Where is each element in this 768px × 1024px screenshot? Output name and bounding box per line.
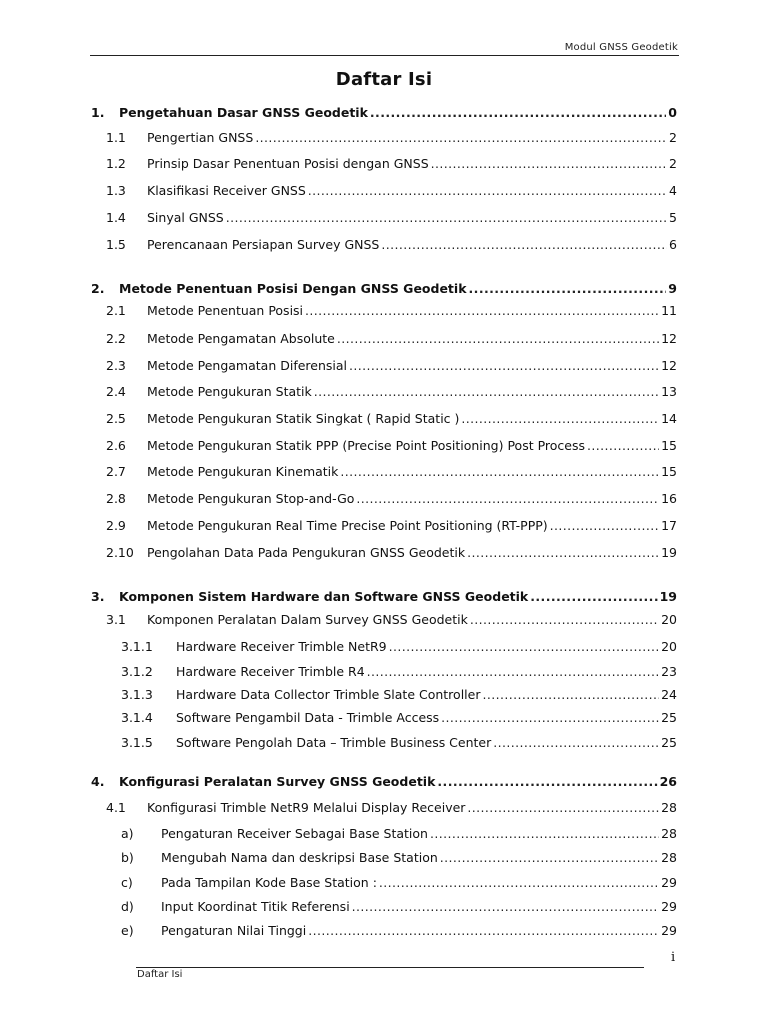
toc-entry-title[interactable]: Prinsip Dasar Penentuan Posisi dengan GNSS xyxy=(147,156,429,171)
dot-leader xyxy=(469,280,667,298)
toc-entry-number: 3.1 xyxy=(106,612,126,627)
toc-entry-page: 19 xyxy=(659,589,677,604)
toc-entry-page: 13 xyxy=(661,384,677,399)
toc-entry[interactable] xyxy=(0,490,768,508)
dot-leader xyxy=(308,922,659,940)
dot-leader xyxy=(430,825,659,843)
toc-entry-page: 15 xyxy=(661,464,677,479)
toc-entry-number: 2.5 xyxy=(106,411,126,426)
toc-entry-title[interactable]: Metode Pengamatan Absolute xyxy=(147,331,335,346)
toc-entry-page: 5 xyxy=(669,210,677,225)
toc-entry-page: 28 xyxy=(661,850,677,865)
toc-entry[interactable] xyxy=(0,129,768,147)
dot-leader xyxy=(367,663,659,681)
toc-entry-title[interactable]: Metode Pengukuran Stop-and-Go xyxy=(147,491,355,506)
toc-entry-title[interactable]: Konfigurasi Trimble NetR9 Melalui Display Receiver xyxy=(147,800,466,815)
toc-entry-number: 3.1.5 xyxy=(121,735,153,750)
toc-entry-number: 2. xyxy=(91,281,105,296)
dot-leader xyxy=(340,463,659,481)
toc-entry-title[interactable]: Perencanaan Persiapan Survey GNSS xyxy=(147,237,380,252)
toc-entry[interactable] xyxy=(0,686,768,704)
dot-leader xyxy=(255,129,667,147)
toc-entry-number: 2.4 xyxy=(106,384,126,399)
toc-entry-title[interactable]: Pengaturan Nilai Tinggi xyxy=(161,923,307,938)
toc-entry[interactable] xyxy=(0,463,768,481)
toc-entry[interactable] xyxy=(0,383,768,401)
dot-leader xyxy=(356,490,659,508)
toc-entry-page: 29 xyxy=(661,923,677,938)
dot-leader xyxy=(482,686,659,704)
dot-leader xyxy=(431,155,667,173)
toc-entry[interactable] xyxy=(0,773,768,791)
toc-entry[interactable] xyxy=(0,709,768,727)
toc-entry-page: 20 xyxy=(661,612,677,627)
toc-entry-page: 17 xyxy=(661,518,677,533)
toc-entry-title[interactable]: Software Pengolah Data – Trimble Business Center xyxy=(176,735,492,750)
toc-entry-page: 12 xyxy=(661,358,677,373)
toc-entry-page: 25 xyxy=(661,735,677,750)
toc-entry-number: 4.1 xyxy=(106,800,126,815)
toc-entry-number: 3.1.4 xyxy=(121,710,153,725)
toc-entry-number: 2.7 xyxy=(106,464,126,479)
toc-entry-page: 6 xyxy=(669,237,677,252)
dot-leader xyxy=(493,734,659,752)
toc-entry-number: e) xyxy=(121,923,134,938)
toc-entry-number: a) xyxy=(121,826,134,841)
toc-entry-page: 29 xyxy=(661,899,677,914)
toc-entry-title[interactable]: Pengertian GNSS xyxy=(147,130,254,145)
toc-entry[interactable] xyxy=(0,357,768,375)
toc-entry[interactable] xyxy=(0,898,768,916)
toc-entry-number: 2.9 xyxy=(106,518,126,533)
toc-entry-number: 2.6 xyxy=(106,438,126,453)
toc-entry-number: 2.1 xyxy=(106,303,126,318)
toc-entry-number: 2.10 xyxy=(106,545,134,560)
toc-entry[interactable] xyxy=(0,410,768,428)
dot-leader xyxy=(530,588,657,606)
toc-entry-number: 4. xyxy=(91,774,105,789)
toc-entry[interactable] xyxy=(0,825,768,843)
toc-entry[interactable] xyxy=(0,638,768,656)
toc-entry-number: 3. xyxy=(91,589,105,604)
toc-entry-number: 1.5 xyxy=(106,237,126,252)
toc-entry[interactable] xyxy=(0,799,768,817)
toc-entry-number: 2.2 xyxy=(106,331,126,346)
toc-entry-title[interactable]: Metode Pengukuran Kinematik xyxy=(147,464,339,479)
toc-entry-title[interactable]: Konfigurasi Peralatan Survey GNSS Geodetik xyxy=(119,774,436,789)
toc-entry-title[interactable]: Klasifikasi Receiver GNSS xyxy=(147,183,306,198)
toc-entry-number: 1.4 xyxy=(106,210,126,225)
dot-leader xyxy=(337,330,659,348)
dot-leader xyxy=(441,709,659,727)
toc-entry-title[interactable]: Software Pengambil Data - Trimble Access xyxy=(176,710,440,725)
dot-leader xyxy=(226,209,667,227)
dot-leader xyxy=(389,638,659,656)
toc-entry[interactable] xyxy=(0,437,768,455)
toc-entry-title[interactable]: Hardware Receiver Trimble NetR9 xyxy=(176,639,387,654)
dot-leader xyxy=(308,182,667,200)
toc-entry[interactable] xyxy=(0,874,768,892)
dot-leader xyxy=(467,544,659,562)
toc-entry-title[interactable]: Metode Pengukuran Real Time Precise Point Positioning (RT-PPP) xyxy=(147,518,548,533)
dot-leader xyxy=(349,357,659,375)
toc-entry[interactable] xyxy=(0,611,768,629)
dot-leader xyxy=(470,611,659,629)
dot-leader xyxy=(379,874,659,892)
toc-entry-title[interactable]: Metode Penentuan Posisi xyxy=(147,303,304,318)
toc-entry-title[interactable]: Metode Pengukuran Statik PPP (Precise Point Positioning) Post Process xyxy=(147,438,586,453)
toc-entry[interactable] xyxy=(0,155,768,173)
toc-entry-page: 2 xyxy=(669,156,677,171)
toc-entry[interactable] xyxy=(0,849,768,867)
toc-entry-page: 2 xyxy=(669,130,677,145)
toc-entry-number: 1. xyxy=(91,105,105,120)
toc-entry-title[interactable]: Sinyal GNSS xyxy=(147,210,224,225)
toc-entry[interactable] xyxy=(0,517,768,535)
toc-entry-number: 2.3 xyxy=(106,358,126,373)
toc-entry-page: 24 xyxy=(661,687,677,702)
toc-entry[interactable] xyxy=(0,302,768,320)
toc-entry-number: c) xyxy=(121,875,133,890)
dot-leader xyxy=(314,383,659,401)
running-header: Modul GNSS Geodetik xyxy=(564,42,678,53)
dot-leader xyxy=(305,302,659,320)
toc-entry-number: 1.1 xyxy=(106,130,126,145)
toc-entry-title[interactable]: Metode Pengamatan Diferensial xyxy=(147,358,347,373)
toc-entry-number: 1.2 xyxy=(106,156,126,171)
toc-entry[interactable] xyxy=(0,734,768,752)
toc-entry-number: d) xyxy=(121,899,134,914)
toc-entry-page: 26 xyxy=(659,774,677,789)
toc-entry-page: 4 xyxy=(669,183,677,198)
dot-leader xyxy=(381,236,667,254)
running-footer: Daftar Isi xyxy=(137,969,183,980)
toc-entry-page: 11 xyxy=(661,303,677,318)
dot-leader xyxy=(370,104,666,122)
toc-entry-title[interactable]: Metode Pengukuran Statik Singkat ( Rapid Static ) xyxy=(147,411,460,426)
toc-entry-page: 15 xyxy=(661,438,677,453)
toc-entry-page: 28 xyxy=(661,826,677,841)
toc-entry-title[interactable]: Hardware Data Collector Trimble Slate Controller xyxy=(176,687,481,702)
toc-entry[interactable] xyxy=(0,182,768,200)
dot-leader xyxy=(587,437,659,455)
dot-leader xyxy=(467,799,659,817)
toc-entry[interactable] xyxy=(0,330,768,348)
toc-entry-page: 0 xyxy=(668,105,677,120)
toc-entry-title[interactable]: Input Koordinat Titik Referensi xyxy=(161,899,350,914)
toc-entry-number: 2.8 xyxy=(106,491,126,506)
toc-entry-title[interactable]: Metode Penentuan Posisi Dengan GNSS Geodetik xyxy=(119,281,467,296)
dot-leader xyxy=(437,773,657,791)
toc-entry-number: 3.1.3 xyxy=(121,687,153,702)
footer-rule xyxy=(136,967,644,968)
toc-entry-page: 14 xyxy=(661,411,677,426)
toc-entry-title[interactable]: Pengolahan Data Pada Pengukuran GNSS Geodetik xyxy=(147,545,466,560)
toc-entry[interactable] xyxy=(0,236,768,254)
toc-entry-title[interactable]: Pengaturan Receiver Sebagai Base Station xyxy=(161,826,428,841)
toc-entry-page: 29 xyxy=(661,875,677,890)
dot-leader xyxy=(352,898,659,916)
toc-entry-page: 28 xyxy=(661,800,677,815)
toc-entry-page: 16 xyxy=(661,491,677,506)
page-number: i xyxy=(671,950,676,965)
toc-entry-title[interactable]: Mengubah Nama dan deskripsi Base Station xyxy=(161,850,438,865)
toc-entry[interactable] xyxy=(0,663,768,681)
dot-leader xyxy=(550,517,659,535)
toc-entry-page: 19 xyxy=(661,545,677,560)
dot-leader xyxy=(440,849,659,867)
toc-entry-page: 9 xyxy=(668,281,677,296)
toc-entry-number: b) xyxy=(121,850,134,865)
toc-entry-page: 23 xyxy=(661,664,677,679)
toc-entry-title[interactable]: Metode Pengukuran Statik xyxy=(147,384,312,399)
toc-entry-number: 1.3 xyxy=(106,183,126,198)
toc-entry-page: 20 xyxy=(661,639,677,654)
toc-entry[interactable] xyxy=(0,209,768,227)
toc-entry-page: 12 xyxy=(661,331,677,346)
toc-entry[interactable] xyxy=(0,280,768,298)
toc-entry-title[interactable]: Komponen Sistem Hardware dan Software GNSS Geodetik xyxy=(119,589,529,604)
toc-entry[interactable] xyxy=(0,544,768,562)
toc-entry-number: 3.1.2 xyxy=(121,664,153,679)
toc-entry[interactable] xyxy=(0,104,768,122)
toc-entry[interactable] xyxy=(0,922,768,940)
toc-title: Daftar Isi xyxy=(335,69,433,90)
toc-entry-title[interactable]: Pada Tampilan Kode Base Station : xyxy=(161,875,377,890)
toc-entry-title[interactable]: Komponen Peralatan Dalam Survey GNSS Geodetik xyxy=(147,612,468,627)
toc-entry-title[interactable]: Hardware Receiver Trimble R4 xyxy=(176,664,365,679)
toc-entry-title[interactable]: Pengetahuan Dasar GNSS Geodetik xyxy=(119,105,368,120)
toc-entry-number: 3.1.1 xyxy=(121,639,153,654)
toc-entry-page: 25 xyxy=(661,710,677,725)
toc-entry[interactable] xyxy=(0,588,768,606)
dot-leader xyxy=(461,410,659,428)
